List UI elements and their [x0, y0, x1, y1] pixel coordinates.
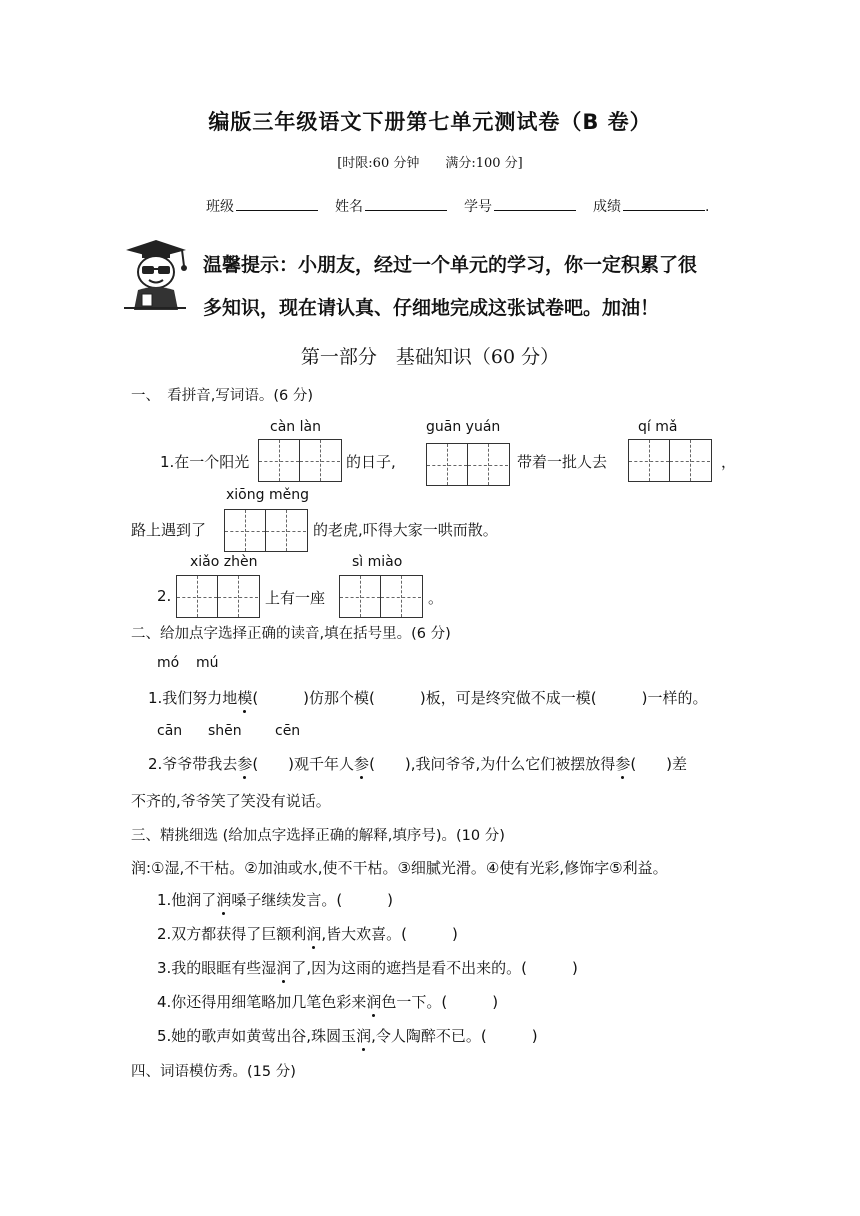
pinyin-6: sì miào — [352, 554, 403, 570]
q2-s2-part-4: ( )差 — [630, 755, 688, 773]
q3-item-3 — [157, 957, 578, 978]
q2-heading: 二、给加点字选择正确的读音,填在括号里。(6 分) — [131, 626, 451, 642]
answer-grid-2[interactable] — [426, 443, 510, 486]
q3-item-2 — [157, 923, 458, 944]
student-id-label: 学号 — [464, 199, 492, 215]
q2-pinyin-cen: cēn — [275, 723, 301, 739]
answer-grid-1[interactable] — [258, 439, 342, 482]
answer-grid-3[interactable] — [628, 439, 712, 482]
q2-s2-part-3: ( ),我问爷爷,为什么它们被摆放得 — [369, 755, 616, 773]
dotted-char: 参 — [615, 755, 631, 773]
name-field — [335, 196, 447, 216]
q2-s2-part-2: ( )观千年人 — [252, 755, 355, 773]
q2-sentence-1 — [148, 687, 707, 708]
pinyin-4: xiōng měng — [226, 487, 309, 503]
scholar-mascot-icon — [120, 238, 190, 310]
q1-text-1: 1.在一个阳光 — [160, 453, 250, 471]
q1-text-5: 路上遇到了 — [131, 521, 207, 539]
q3-heading: 三、精挑细选 (给加点字选择正确的解释,填序号)。(10 分) — [131, 828, 505, 844]
q3-item-1-b: 嗓子继续发言。( ) — [231, 891, 394, 909]
score-field — [593, 196, 709, 216]
dotted-char: 润 — [216, 891, 232, 909]
part-one-title: 第一部分 基础知识（60 分） — [300, 346, 560, 368]
q2-pinyin-can: cān — [157, 723, 183, 739]
q3-item-5-b: ,令人陶醉不已。( ) — [371, 1027, 538, 1045]
score-label: 成绩 — [593, 199, 621, 215]
q1-text-3: 带着一批人去 — [517, 453, 608, 471]
q3-item-1 — [157, 889, 393, 910]
q2-s2-part-1: 2.爷爷带我去 — [148, 755, 238, 773]
q3-definitions: 润:①湿,不干枯。②加油或水,使不干枯。③细腻光滑。④使有光彩,修饰字⑤利益。 — [131, 859, 668, 877]
answer-grid-4[interactable] — [224, 509, 308, 552]
dotted-char: 模 — [237, 689, 253, 707]
answer-grid-6[interactable] — [339, 575, 423, 618]
q2-sentence-2-cont: 不齐的,爷爷笑了笑没有说话。 — [131, 792, 331, 810]
q3-item-2-a: 2.双方都获得了巨额利 — [157, 925, 307, 943]
q3-item-1-a: 1.他润了 — [157, 891, 217, 909]
student-id-field — [464, 196, 576, 216]
dotted-char: 润 — [356, 1027, 372, 1045]
pinyin-2: guān yuán — [426, 419, 501, 435]
dotted-char: 润 — [306, 925, 322, 943]
tip-line-1: 温馨提示：小朋友，经过一个单元的学习，你一定积累了很 — [203, 254, 698, 276]
pinyin-5: xiǎo zhèn — [190, 554, 258, 570]
end-mark: . — [705, 199, 710, 215]
answer-grid-5[interactable] — [176, 575, 260, 618]
q1-text-9: 。 — [428, 589, 444, 607]
q3-item-3-a: 3.我的眼眶有些湿 — [157, 959, 277, 977]
q3-item-5 — [157, 1025, 538, 1046]
score-blank[interactable] — [623, 196, 705, 211]
q3-item-2-b: ,皆大欢喜。( ) — [321, 925, 458, 943]
q1-text-7: 2. — [157, 587, 172, 605]
q4-heading: 四、词语模仿秀。(15 分) — [131, 1064, 296, 1080]
q1-text-2: 的日子, — [346, 453, 396, 471]
q2-s1-part-2: ( )仿那个模( )板，可是终究做不成一模( )一样的。 — [252, 689, 708, 707]
q3-item-3-b: 了,因为这雨的遮挡是看不出来的。( ) — [291, 959, 578, 977]
name-label: 姓名 — [335, 199, 363, 215]
q3-item-4-b: 色一下。( ) — [381, 993, 499, 1011]
dotted-char: 参 — [354, 755, 370, 773]
q2-pinyin-mo: mó — [157, 655, 180, 671]
class-blank[interactable] — [236, 196, 318, 211]
dotted-char: 润 — [276, 959, 292, 977]
time-score-note: [时限:60 分钟 满分:100 分] — [337, 156, 523, 171]
q2-sentence-2 — [148, 753, 687, 774]
student-id-blank[interactable] — [494, 196, 576, 211]
name-blank[interactable] — [365, 196, 447, 211]
dotted-char: 参 — [237, 755, 253, 773]
q1-text-8: 上有一座 — [265, 589, 326, 607]
q1-heading: 一、 看拼音,写词语。(6 分) — [131, 388, 314, 404]
class-field — [206, 196, 318, 216]
pinyin-3: qí mǎ — [638, 419, 678, 435]
q3-item-4-a: 4.你还得用细笔略加几笔色彩来 — [157, 993, 367, 1011]
q1-text-4: ， — [721, 453, 737, 471]
q3-item-4 — [157, 991, 498, 1012]
pinyin-1: càn làn — [270, 419, 321, 435]
q2-pinyin-shen: shēn — [208, 723, 242, 739]
dotted-char: 润 — [366, 993, 382, 1011]
class-label: 班级 — [206, 199, 234, 215]
test-title: 编版三年级语文下册第七单元测试卷（B 卷） — [208, 110, 652, 134]
q3-item-5-a: 5.她的歌声如黄莺出谷,珠圆玉 — [157, 1027, 357, 1045]
tip-line-2: 多知识，现在请认真、仔细地完成这张试卷吧。加油！ — [203, 297, 660, 319]
q2-pinyin-mu: mú — [196, 655, 219, 671]
q2-s1-part-1: 1.我们努力地 — [148, 689, 238, 707]
q1-text-6: 的老虎,吓得大家一哄而散。 — [313, 521, 498, 539]
